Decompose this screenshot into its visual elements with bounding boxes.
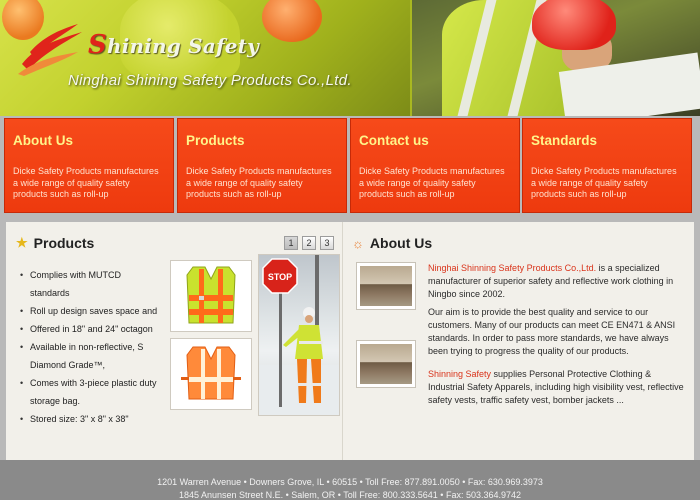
header-banner bbox=[0, 0, 700, 116]
logo-cap: S bbox=[88, 30, 107, 60]
product-features-list bbox=[20, 266, 160, 428]
main-content bbox=[0, 216, 700, 460]
list-item: • Complies with MUTCD standards bbox=[20, 266, 160, 302]
list-item: • Offered in 18" and 24" octagon bbox=[20, 320, 160, 338]
page-2-button[interactable]: 2 bbox=[302, 236, 316, 250]
sun-icon: ☼ bbox=[352, 235, 364, 251]
shinning-safety-link[interactable]: Shinning Safety bbox=[428, 369, 492, 379]
about-paragraph-2: Our aim is to provide the best quality and service to our customers. Many of our products can meet CE EN471 & ANSI standards. In order to pass more standards, we have always been trying to progress the quality of our products. bbox=[428, 307, 676, 356]
feature-standards[interactable] bbox=[522, 118, 692, 213]
feature-text: Dicke Safety Products manufactures a wide range of quality safety products such as roll-up bbox=[13, 166, 159, 199]
product-thumb-mesh-vest[interactable] bbox=[170, 260, 252, 332]
feature-row bbox=[0, 116, 700, 216]
banner-photo-right bbox=[412, 0, 700, 116]
footer-address-1: 1201 Warren Avenue • Downers Grove, IL • 60515 • Toll Free: 877.891.0050 • Fax: 630.969.3973 bbox=[157, 477, 543, 487]
list-item: • Stored size: 3" x 8" x 38" bbox=[20, 410, 160, 428]
about-photo-building-1 bbox=[356, 262, 416, 310]
logo-swoosh-icon bbox=[16, 16, 86, 76]
feature-text: Dicke Safety Products manufactures a wide range of quality safety products such as roll-up bbox=[531, 166, 677, 199]
feature-contact-us[interactable] bbox=[350, 118, 520, 213]
feature-title[interactable]: Products bbox=[186, 133, 245, 148]
company-name: Ninghai Shining Safety Products Co.,Ltd. bbox=[68, 72, 352, 89]
feature-title[interactable]: About Us bbox=[13, 133, 73, 148]
page-3-button[interactable]: 3 bbox=[320, 236, 334, 250]
about-photo-building-2 bbox=[356, 340, 416, 388]
feature-about-us[interactable] bbox=[4, 118, 174, 213]
stop-sign-text: STOP bbox=[267, 272, 293, 282]
about-heading bbox=[352, 235, 432, 251]
about-p1-rest: is a specialized manufacturer of superior safety and reflective work clothing in Ningbo since 2002. bbox=[428, 263, 674, 299]
feature-text: Dicke Safety Products manufactures a wide range of quality safety products such as roll-up bbox=[359, 166, 505, 199]
list-item: • Available in non-reflective, S Diamond Grade™, bbox=[20, 338, 160, 374]
company-link[interactable]: Ninghai Shinning Safety Products Co.,Ltd. bbox=[428, 263, 597, 273]
content-panel bbox=[6, 222, 694, 460]
products-heading-label: Products bbox=[33, 235, 95, 251]
product-thumb-orange-vest[interactable] bbox=[170, 338, 252, 410]
feature-title[interactable]: Standards bbox=[531, 133, 598, 148]
feature-title[interactable]: Contact us bbox=[359, 133, 429, 148]
logo-text[interactable] bbox=[88, 30, 259, 60]
star-icon: ★ bbox=[16, 235, 28, 250]
stop-sign-worker-icon bbox=[259, 255, 340, 416]
feature-products[interactable] bbox=[177, 118, 347, 213]
column-divider bbox=[342, 222, 343, 460]
products-pager bbox=[284, 236, 334, 250]
about-paragraph-1 bbox=[428, 262, 690, 301]
product-photo-stop-sign[interactable] bbox=[258, 254, 340, 416]
about-heading-label: About Us bbox=[369, 235, 433, 251]
list-item: • Comes with 3-piece plastic duty storage bag. bbox=[20, 374, 160, 410]
logo-rest: hining Safety bbox=[106, 34, 259, 58]
orange-vest-icon bbox=[175, 343, 247, 405]
footer-address-2: 1845 Anunsen Street N.E. • Salem, OR • Toll Free: 800.333.5641 • Fax: 503.364.9742 bbox=[179, 490, 521, 500]
about-p3-rest: supplies Personal Protective Clothing & Industrial Safety Apparels, including high visibility vest, reflective safety vests, traffic safety vest, bomber jackets ... bbox=[428, 369, 684, 405]
feature-text: Dicke Safety Products manufactures a wide range of quality safety products such as roll-up bbox=[186, 166, 332, 199]
page-1-button[interactable]: 1 bbox=[284, 236, 298, 250]
mesh-vest-icon bbox=[175, 265, 247, 327]
list-item: • Roll up design saves space and bbox=[20, 302, 160, 320]
products-heading bbox=[16, 235, 94, 251]
footer bbox=[0, 460, 700, 500]
about-paragraph-3 bbox=[428, 368, 690, 407]
